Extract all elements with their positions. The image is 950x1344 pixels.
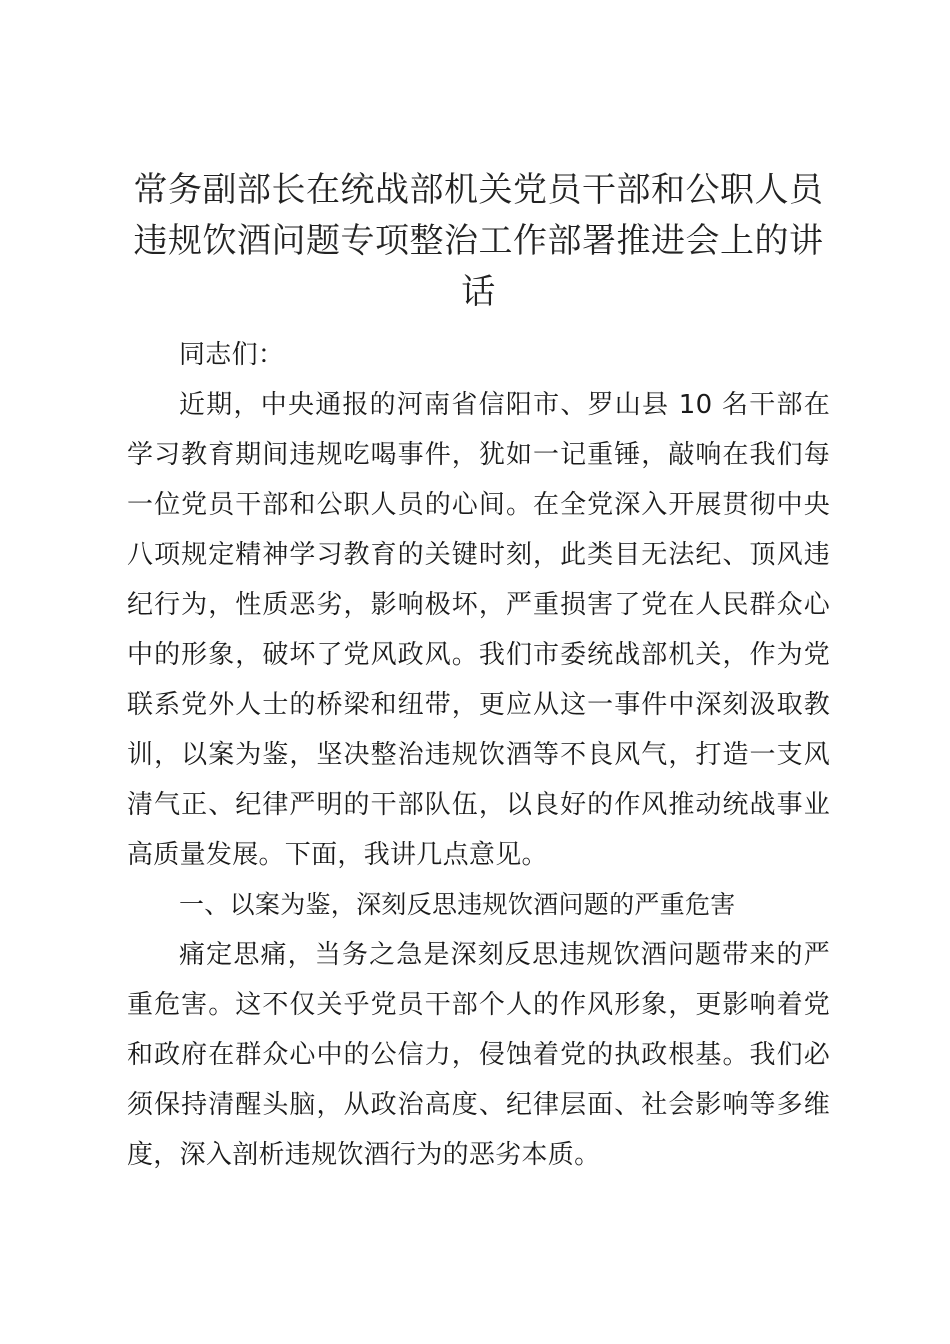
section-paragraph: 痛定思痛，当务之急是深刻反思违规饮酒问题带来的严重危害。这不仅关乎党员干部个人的作风形象，更影响着党和政府在群众心中的公信力，侵蚀着党的执政根基。我们必须保持清醒头脑，从政治高度、纪律层面、社会影响等多维度，深入剖析违规饮酒行为的恶劣本质。 <box>127 940 830 1170</box>
title-line-2: 违规饮酒问题专项整治工作部署推进会上的讲 <box>133 221 824 261</box>
section-heading: 一、以案为鉴，深刻反思违规饮酒问题的严重危害 <box>179 890 736 919</box>
document-body <box>127 330 830 1180</box>
title-line-3: 话 <box>461 272 496 312</box>
intro-paragraph: 近期，中央通报的河南省信阳市、罗山县 10 名干部在学习教育期间违规吃喝事件，犹如一记重锤，敲响在我们每一位党员干部和公职人员的心间。在全党深入开展贯彻中央八项规定精神学习教育的关键时刻，此类目无法纪、顶风违纪行为，性质恶劣，影响极坏，严重损害了党在人民群众心中的形象，破坏了党风政风。我们市委统战部机关，作为党联系党外人士的桥梁和纽带，更应从这一事件中深刻汲取教训，以案为鉴，坚决整治违规饮酒等不良风气，打造一支风清气正、纪律严明的干部队伍，以良好的作风推动统战事业高质量发展。下面，我讲几点意见。 <box>127 390 830 870</box>
document-title <box>127 165 830 318</box>
title-line-1: 常务副部长在统战部机关党员干部和公职人员 <box>133 170 824 210</box>
salutation: 同志们： <box>179 340 285 370</box>
